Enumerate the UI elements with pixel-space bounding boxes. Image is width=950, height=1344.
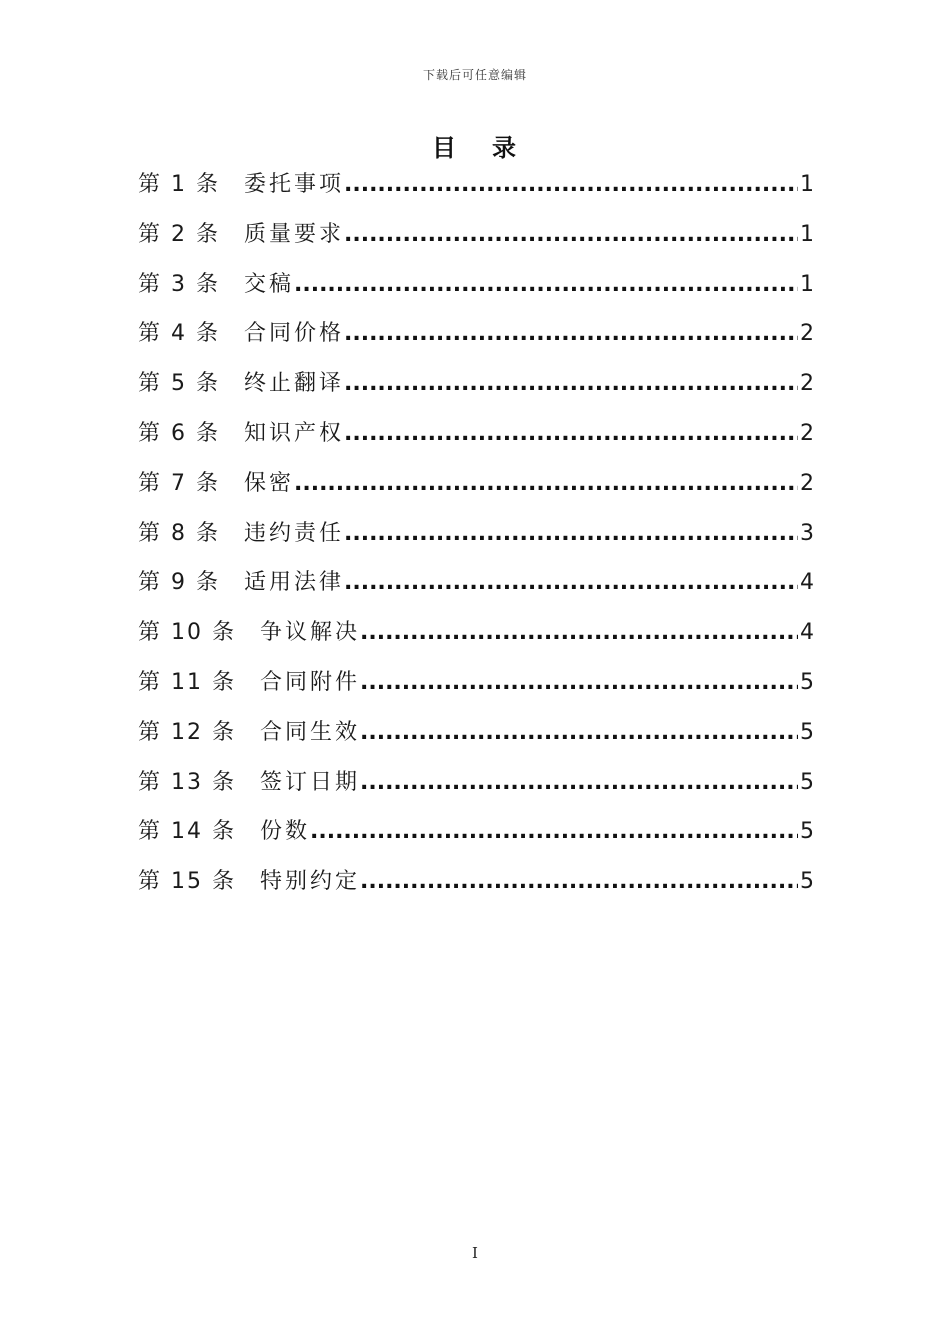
entry-page-number: 2 bbox=[800, 470, 814, 496]
entry-page-number: 1 bbox=[800, 221, 814, 247]
entry-number: 第 1 条 bbox=[138, 172, 220, 197]
toc-entry[interactable] bbox=[138, 613, 814, 663]
entry-title: 委托事项 bbox=[243, 172, 344, 197]
entry-title: 份数 bbox=[259, 819, 310, 845]
entry-number: 第 15 条 bbox=[138, 869, 236, 895]
toc-entry[interactable] bbox=[138, 812, 814, 862]
dot-leader bbox=[360, 862, 798, 902]
dot-leader bbox=[344, 364, 798, 404]
entry-number: 第 14 条 bbox=[138, 819, 236, 845]
dot-leader bbox=[344, 314, 798, 354]
toc-entry[interactable] bbox=[138, 514, 814, 564]
entry-page-number: 5 bbox=[800, 719, 814, 745]
entry-title: 签订日期 bbox=[259, 769, 360, 795]
entry-title: 合同生效 bbox=[259, 719, 360, 745]
dot-leader bbox=[360, 663, 798, 703]
dot-leader bbox=[294, 464, 798, 504]
entry-title: 保密 bbox=[243, 470, 294, 496]
entry-title: 违约责任 bbox=[243, 520, 344, 546]
entry-title: 知识产权 bbox=[243, 420, 344, 446]
entry-number: 第 9 条 bbox=[138, 570, 220, 596]
entry-number: 第 10 条 bbox=[138, 620, 236, 646]
toc-entry[interactable] bbox=[138, 314, 814, 364]
entry-title: 适用法律 bbox=[243, 570, 344, 596]
entry-number: 第 2 条 bbox=[138, 221, 220, 247]
toc-entry[interactable] bbox=[138, 364, 814, 414]
toc-entry[interactable] bbox=[138, 265, 814, 315]
entry-number: 第 7 条 bbox=[138, 470, 220, 496]
toc-entry[interactable] bbox=[138, 215, 814, 265]
dot-leader bbox=[360, 613, 798, 653]
dot-leader bbox=[344, 215, 798, 255]
entry-page-number: 1 bbox=[800, 172, 814, 197]
entry-title: 特别约定 bbox=[259, 869, 360, 895]
table-of-contents bbox=[138, 165, 814, 912]
toc-entry[interactable] bbox=[138, 464, 814, 514]
toc-title-right: 录 bbox=[492, 134, 518, 162]
toc-entry[interactable] bbox=[138, 165, 814, 215]
toc-title bbox=[0, 128, 950, 163]
dot-leader bbox=[344, 563, 798, 603]
entry-title: 交稿 bbox=[243, 271, 294, 297]
toc-entry[interactable] bbox=[138, 414, 814, 464]
entry-number: 第 3 条 bbox=[138, 271, 220, 297]
dot-leader bbox=[360, 763, 798, 803]
entry-page-number: 5 bbox=[800, 819, 814, 845]
toc-entry[interactable] bbox=[138, 763, 814, 813]
entry-page-number: 4 bbox=[800, 620, 814, 646]
page-number-footer: I bbox=[472, 1244, 478, 1262]
entry-page-number: 5 bbox=[800, 869, 814, 895]
entry-page-number: 5 bbox=[800, 769, 814, 795]
toc-title-left: 目 bbox=[432, 134, 458, 162]
entry-number: 第 12 条 bbox=[138, 719, 236, 745]
entry-page-number: 2 bbox=[800, 420, 814, 446]
entry-page-number: 4 bbox=[800, 570, 814, 596]
entry-page-number: 1 bbox=[800, 271, 814, 297]
entry-number: 第 11 条 bbox=[138, 669, 236, 695]
entry-title: 争议解决 bbox=[259, 620, 360, 646]
toc-entry[interactable] bbox=[138, 713, 814, 763]
dot-leader bbox=[294, 265, 798, 305]
entry-number: 第 13 条 bbox=[138, 769, 236, 795]
entry-number: 第 8 条 bbox=[138, 520, 220, 546]
dot-leader bbox=[360, 713, 798, 753]
toc-entry[interactable] bbox=[138, 663, 814, 713]
entry-page-number: 2 bbox=[800, 321, 814, 347]
dot-leader bbox=[310, 812, 798, 852]
entry-number: 第 5 条 bbox=[138, 371, 220, 397]
entry-page-number: 2 bbox=[800, 371, 814, 397]
dot-leader bbox=[344, 165, 798, 205]
entry-page-number: 3 bbox=[800, 520, 814, 546]
entry-number: 第 6 条 bbox=[138, 420, 220, 446]
page-header: 下载后可任意编辑 bbox=[422, 68, 527, 82]
dot-leader bbox=[344, 514, 798, 554]
toc-entry[interactable] bbox=[138, 563, 814, 613]
entry-page-number: 5 bbox=[800, 669, 814, 695]
toc-entry[interactable] bbox=[138, 862, 814, 912]
entry-title: 终止翻译 bbox=[243, 371, 344, 397]
entry-number: 第 4 条 bbox=[138, 321, 220, 347]
entry-title: 合同价格 bbox=[243, 321, 344, 347]
entry-title: 合同附件 bbox=[259, 669, 360, 695]
entry-title: 质量要求 bbox=[243, 221, 344, 247]
dot-leader bbox=[344, 414, 798, 454]
